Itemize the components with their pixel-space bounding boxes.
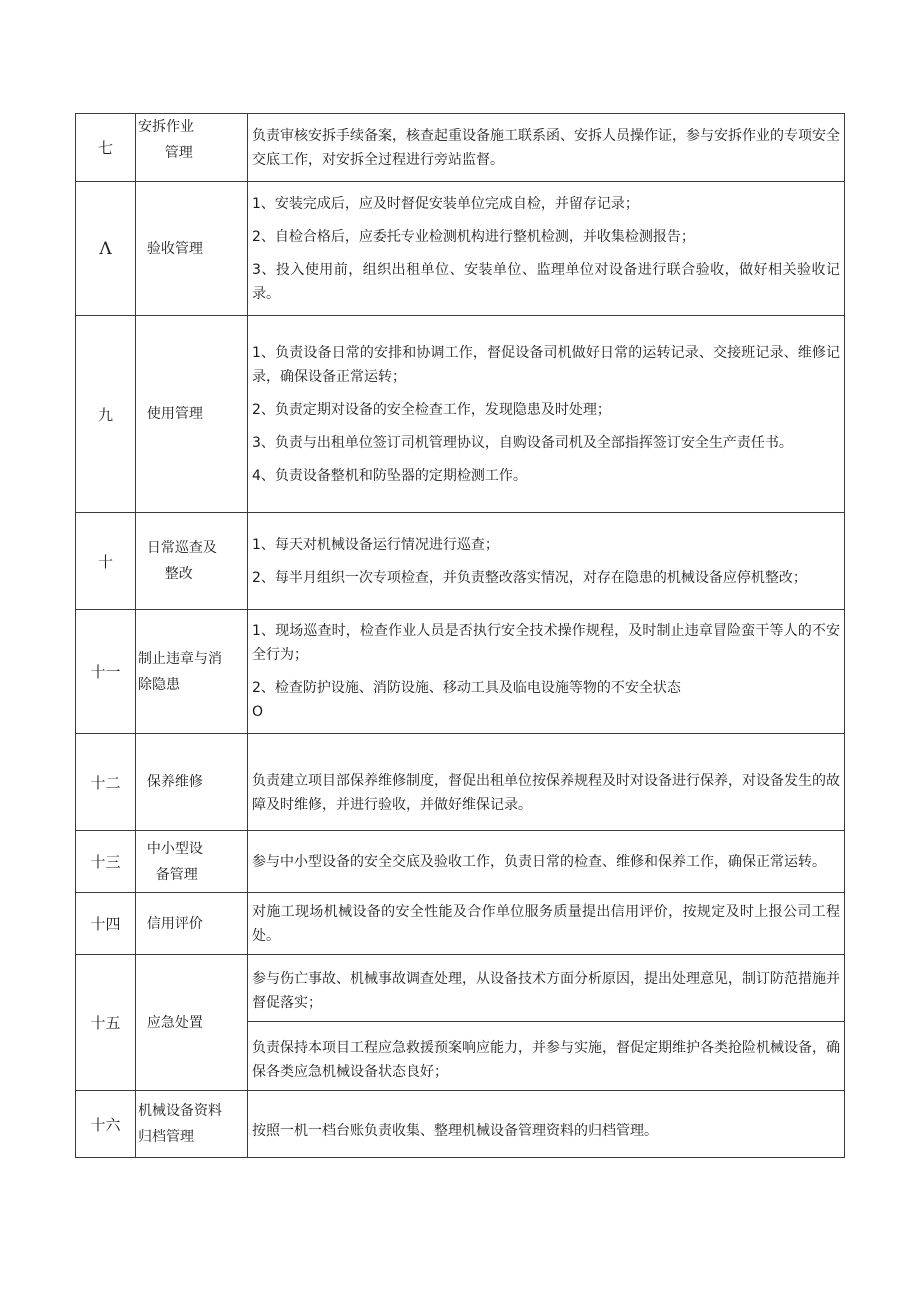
content-paragraph: 3、负责与出租单位签订司机管理协议，自购设备司机及全部指挥签订安全生产责任书。 xyxy=(252,434,793,451)
row-title: 制止违章与消 除隐患 xyxy=(136,610,248,734)
row-number: 十六 xyxy=(76,1091,136,1158)
row-content xyxy=(248,610,845,734)
row-content xyxy=(248,734,845,831)
row-content xyxy=(248,1091,845,1158)
row-content xyxy=(248,513,845,610)
table-row xyxy=(76,182,845,316)
row-title: 日常巡查及 整改 xyxy=(136,513,248,610)
content-paragraph: 负责审核安拆手续备案，核查起重设备施工联系函、安拆人员操作证，参与安拆作业的专项安全交底工作，对安拆全过程进行旁站监督。 xyxy=(252,127,840,168)
row-content xyxy=(248,831,845,893)
table-row xyxy=(76,893,845,955)
content-paragraph: 负责保持本项目工程应急救援预案响应能力，并参与实施，督促定期维护各类抢险机械设备，确保各类应急机械设备状态良好； xyxy=(252,1040,840,1080)
content-paragraph: 1、每天对机械设备运行情况进行巡查； xyxy=(252,536,499,553)
row-title: 机械设备资料 归档管理 xyxy=(136,1091,248,1158)
content-paragraph: 2、检查防护设施、消防设施、移动工具及临电设施等物的不安全状态 O xyxy=(252,680,681,720)
row-number: 十一 xyxy=(76,610,136,734)
row-number: 十四 xyxy=(76,893,136,955)
content-paragraph: 2、自检合格后，应委托专业检测机构进行整机检测，并收集检测报告； xyxy=(252,228,695,245)
table-row xyxy=(76,114,845,182)
row-title: 保养维修 xyxy=(136,734,248,831)
row-title: 使用管理 xyxy=(136,316,248,513)
responsibility-table xyxy=(75,113,845,1158)
content-paragraph: 3、投入使用前，组织出租单位、安装单位、监理单位对设备进行联合验收，做好相关验收记录。 xyxy=(252,261,840,302)
row-content xyxy=(248,893,845,955)
table-row xyxy=(76,610,845,734)
content-paragraph: 参与中小型设备的安全交底及验收工作，负责日常的检查、维修和保养工作，确保正常运转。 xyxy=(252,853,826,870)
content-paragraph: 按照一机一档台账负责收集、整理机械设备管理资料的归档管理。 xyxy=(252,1122,658,1139)
row-title: 信用评价 xyxy=(136,893,248,955)
content-paragraph: 1、负责设备日常的安排和协调工作，督促设备司机做好日常的运转记录、交接班记录、维修记录，确保设备正常运转； xyxy=(252,344,840,385)
table-row xyxy=(76,955,845,1091)
row-number: 九 xyxy=(76,316,136,513)
table-row xyxy=(76,734,845,831)
content-paragraph: 2、每半月组织一次专项检查，并负责整改落实情况，对存在隐患的机械设备应停机整改； xyxy=(252,569,807,586)
content-paragraph: 参与伤亡事故、机械事故调查处理，从设备技术方面分析原因，提出处理意见，制订防范措施并督促落实； xyxy=(252,971,840,1011)
table-row xyxy=(76,316,845,513)
content-paragraph: 1、现场巡查时，检查作业人员是否执行安全技术操作规程，及时制止违章冒险蛮干等人的不安全行为； xyxy=(252,623,840,663)
row-number: 十二 xyxy=(76,734,136,831)
row-title: 中小型设 备管理 xyxy=(136,831,248,893)
row-number: Λ xyxy=(76,182,136,316)
row-number: 十 xyxy=(76,513,136,610)
row-number: 十三 xyxy=(76,831,136,893)
content-paragraph: 对施工现场机械设备的安全性能及合作单位服务质量提出信用评价，按规定及时上报公司工程处。 xyxy=(252,903,840,944)
row-number: 七 xyxy=(76,114,136,182)
row-number: 十五 xyxy=(76,955,136,1091)
row-title: 安拆作业 管理 xyxy=(136,114,248,182)
content-subcell xyxy=(248,1022,844,1090)
content-paragraph: 4、负责设备整机和防坠器的定期检测工作。 xyxy=(252,467,527,484)
content-paragraph: 2、负责定期对设备的安全检查工作，发现隐患及时处理； xyxy=(252,401,611,418)
row-content xyxy=(248,182,845,316)
content-subcell xyxy=(248,955,844,1022)
table-row xyxy=(76,1091,845,1158)
row-content xyxy=(248,114,845,182)
table-row xyxy=(76,513,845,610)
table-row xyxy=(76,831,845,893)
content-paragraph: 1、安装完成后，应及时督促安装单位完成自检，并留存记录； xyxy=(252,195,639,212)
row-content xyxy=(248,955,845,1091)
row-title: 验收管理 xyxy=(136,182,248,316)
row-content xyxy=(248,316,845,513)
content-paragraph: 负责建立项目部保养维修制度，督促出租单位按保养规程及时对设备进行保养，对设备发生的故障及时维修，并进行验收，并做好维保记录。 xyxy=(252,772,840,813)
row-title: 应急处置 xyxy=(136,955,248,1091)
